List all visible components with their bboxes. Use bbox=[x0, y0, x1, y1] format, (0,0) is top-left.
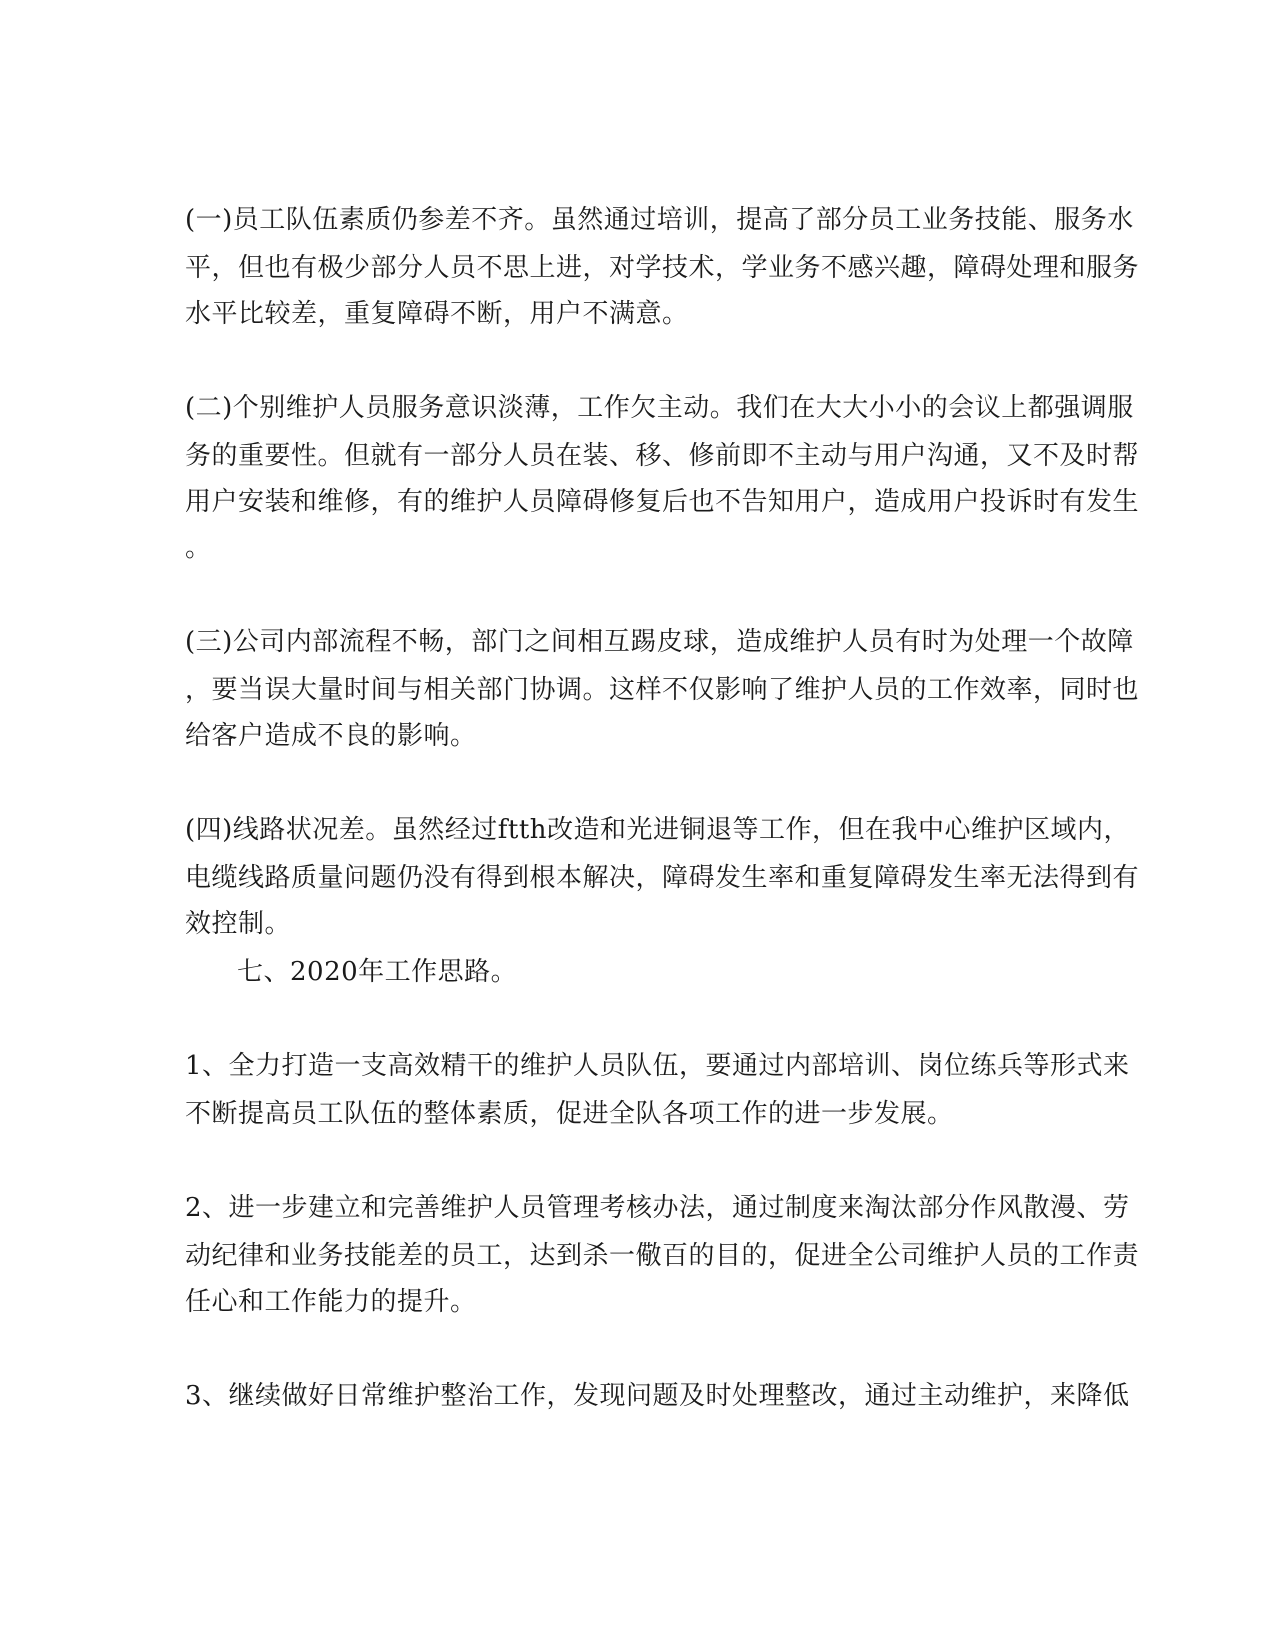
paragraph-1-line-1: (一)员工队伍素质仍参差不齐。虽然通过培训，提高了部分员工业务技能、服务水 bbox=[185, 205, 1134, 235]
item-2-line-3: 任心和工作能力的提升。 bbox=[185, 1287, 477, 1317]
paragraph-1-line-2: 平，但也有极少部分人员不思上进，对学技术，学业务不感兴趣，障碍处理和服务 bbox=[185, 253, 1140, 283]
paragraph-3-line-1: (三)公司内部流程不畅，部门之间相互踢皮球，造成维护人员有时为处理一个故障 bbox=[185, 627, 1134, 657]
item-2-line-2: 动纪律和业务技能差的员工，达到杀一儆百的目的，促进全公司维护人员的工作责 bbox=[185, 1241, 1140, 1271]
paragraph-4-line-3: 效控制。 bbox=[185, 909, 292, 939]
paragraph-2-line-4: 。 bbox=[185, 533, 212, 563]
item-3-line-1: 3、继续做好日常维护整治工作，发现问题及时处理整改，通过主动维护，来降低 bbox=[185, 1381, 1130, 1411]
item-2-line-1: 2、进一步建立和完善维护人员管理考核办法，通过制度来淘汰部分作风散漫、劳 bbox=[185, 1193, 1130, 1223]
paragraph-2-line-3: 用户安装和维修，有的维护人员障碍修复后也不告知用户，造成用户投诉时有发生 bbox=[185, 487, 1140, 517]
paragraph-3-line-2: ，要当误大量时间与相关部门协调。这样不仅影响了维护人员的工作效率，同时也 bbox=[185, 675, 1140, 705]
paragraph-2-line-1: (二)个别维护人员服务意识淡薄，工作欠主动。我们在大大小小的会议上都强调服 bbox=[185, 393, 1134, 423]
section-heading: 七、2020年工作思路。 bbox=[237, 957, 518, 987]
item-1-line-1: 1、全力打造一支高效精干的维护人员队伍，要通过内部培训、岗位练兵等形式来 bbox=[185, 1051, 1130, 1081]
paragraph-1-line-3: 水平比较差，重复障碍不断，用户不满意。 bbox=[185, 299, 689, 329]
paragraph-4-line-2: 电缆线路质量问题仍没有得到根本解决，障碍发生率和重复障碍发生率无法得到有 bbox=[185, 863, 1140, 893]
item-1-line-2: 不断提高员工队伍的整体素质，促进全队各项工作的进一步发展。 bbox=[185, 1099, 954, 1129]
paragraph-2-line-2: 务的重要性。但就有一部分人员在装、移、修前即不主动与用户沟通，又不及时帮 bbox=[185, 441, 1140, 471]
paragraph-3-line-3: 给客户造成不良的影响。 bbox=[185, 721, 477, 751]
paragraph-4-line-1: (四)线路状况差。虽然经过ftth改造和光进铜退等工作，但在我中心维护区域内， bbox=[185, 815, 1131, 845]
